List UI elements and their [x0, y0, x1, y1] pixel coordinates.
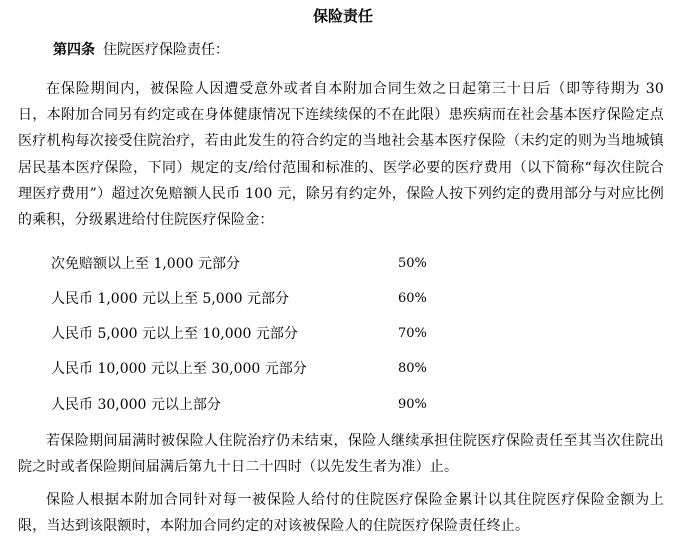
tier-rate: 60% [398, 291, 427, 306]
tier-label: 人民币 1,000 元以上至 5,000 元部分 [51, 291, 289, 307]
continuation-paragraph: 若保险期间届满时被保险人住院治疗仍未结束，保险人继续承担住院医疗保险责任至其当次住院出院之时或者保险期间届满后第九十日二十四时（以先发生者为准）止。 [18, 433, 664, 475]
tier-rate: 90% [398, 397, 427, 412]
tier-label: 人民币 30,000 元以上部分 [51, 397, 221, 413]
tier-rate: 80% [398, 361, 427, 376]
tier-label: 次免赔额以上至 1,000 元部分 [51, 256, 240, 272]
benefit-limit-paragraph: 保险人根据本附加合同针对每一被保险人给付的住院医疗保险金累计以其住院医疗保险金额为上限，当达到该限额时，本附加合同约定的对该被保险人的住院医疗保险责任终止。 [18, 492, 664, 534]
article-heading [53, 39, 229, 61]
tier-rate: 50% [398, 256, 427, 271]
section-title: 保险责任 [312, 7, 373, 25]
tier-label: 人民币 5,000 元以上至 10,000 元部分 [51, 326, 298, 342]
tier-rate: 70% [398, 326, 427, 341]
article-number: 第四条 [53, 42, 95, 58]
article-heading-text: 住院医疗保险责任： [103, 42, 229, 58]
tier-label: 人民币 10,000 元以上至 30,000 元部分 [51, 361, 307, 377]
intro-paragraph: 在保险期间内，被保险人因遭受意外或者自本附加合同生效之日起第三十日后（即等待期为 30 日，本附加合同另有约定或在身体健康情况下连续续保的不在此限）患疾病而在社会基本医疗保险定点医疗机构每次接受住院治疗，若由此发生的符合约定的当地社会基本医疗保险（未约定的则为当地城镇居民基本医疗保险，下同）规定的支/给付范围和标准的、医学必要的医疗费用（以下简称“每次住院合理医疗费用”）超过次免赔额人民币 100 元，除另有约定外，保险人按下列约定的费用部分与对应比例的乘积，分级累进给付住院医疗保险金： [18, 81, 664, 229]
